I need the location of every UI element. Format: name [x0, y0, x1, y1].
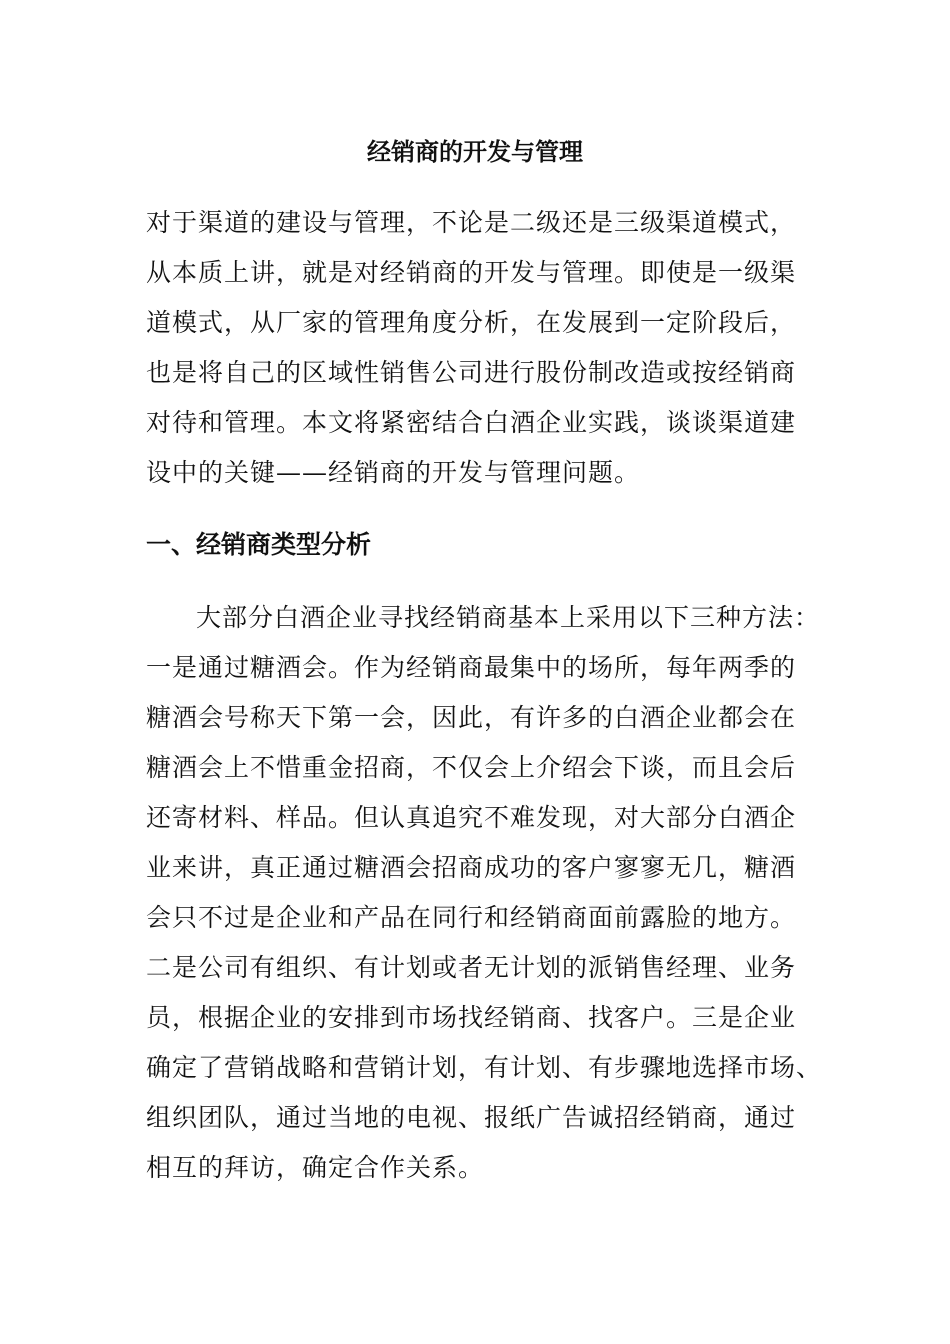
intro-paragraph	[146, 198, 806, 498]
section-heading: 一、经销商类型分析	[146, 530, 372, 559]
text-line: 糖酒会号称天下第一会，因此，有许多的白酒企业都会在	[146, 703, 797, 732]
text-line: 道模式，从厂家的管理角度分析，在发展到一定阶段后，	[146, 308, 797, 337]
section-paragraph	[146, 593, 823, 1193]
text-line: 二是公司有组织、有计划或者无计划的派销售经理、业务	[146, 953, 797, 982]
text-line: 组织团队，通过当地的电视、报纸广告诚招经销商，通过	[146, 1103, 797, 1132]
text-line: 对待和管理。本文将紧密结合白酒企业实践，谈谈渠道建	[146, 408, 797, 437]
text-line: 从本质上讲，就是对经销商的开发与管理。即使是一级渠	[146, 258, 797, 287]
text-line: 还寄材料、样品。但认真追究不难发现，对大部分白酒企	[146, 803, 797, 832]
text-line: 也是将自己的区域性销售公司进行股份制改造或按经销商	[146, 358, 797, 387]
text-line: 确定了营销战略和营销计划，有计划、有步骤地选择市场、	[146, 1053, 823, 1082]
text-line: 员，根据企业的安排到市场找经销商、找客户。三是企业	[146, 1003, 797, 1032]
document-title: 经销商的开发与管理	[367, 137, 583, 166]
text-line: 一是通过糖酒会。作为经销商最集中的场所，每年两季的	[146, 653, 797, 682]
text-line: 对于渠道的建设与管理，不论是二级还是三级渠道模式，	[146, 208, 797, 237]
text-line: 设中的关键——经销商的开发与管理问题。	[146, 458, 641, 487]
text-line: 相互的拜访，确定合作关系。	[146, 1153, 485, 1182]
text-line: 大部分白酒企业寻找经销商基本上采用以下三种方法：	[196, 603, 821, 632]
text-line: 业来讲，真正通过糖酒会招商成功的客户寥寥无几，糖酒	[146, 853, 797, 882]
text-line: 糖酒会上不惜重金招商，不仅会上介绍会下谈，而且会后	[146, 753, 797, 782]
text-line: 会只不过是企业和产品在同行和经销商面前露脸的地方。	[146, 903, 797, 932]
